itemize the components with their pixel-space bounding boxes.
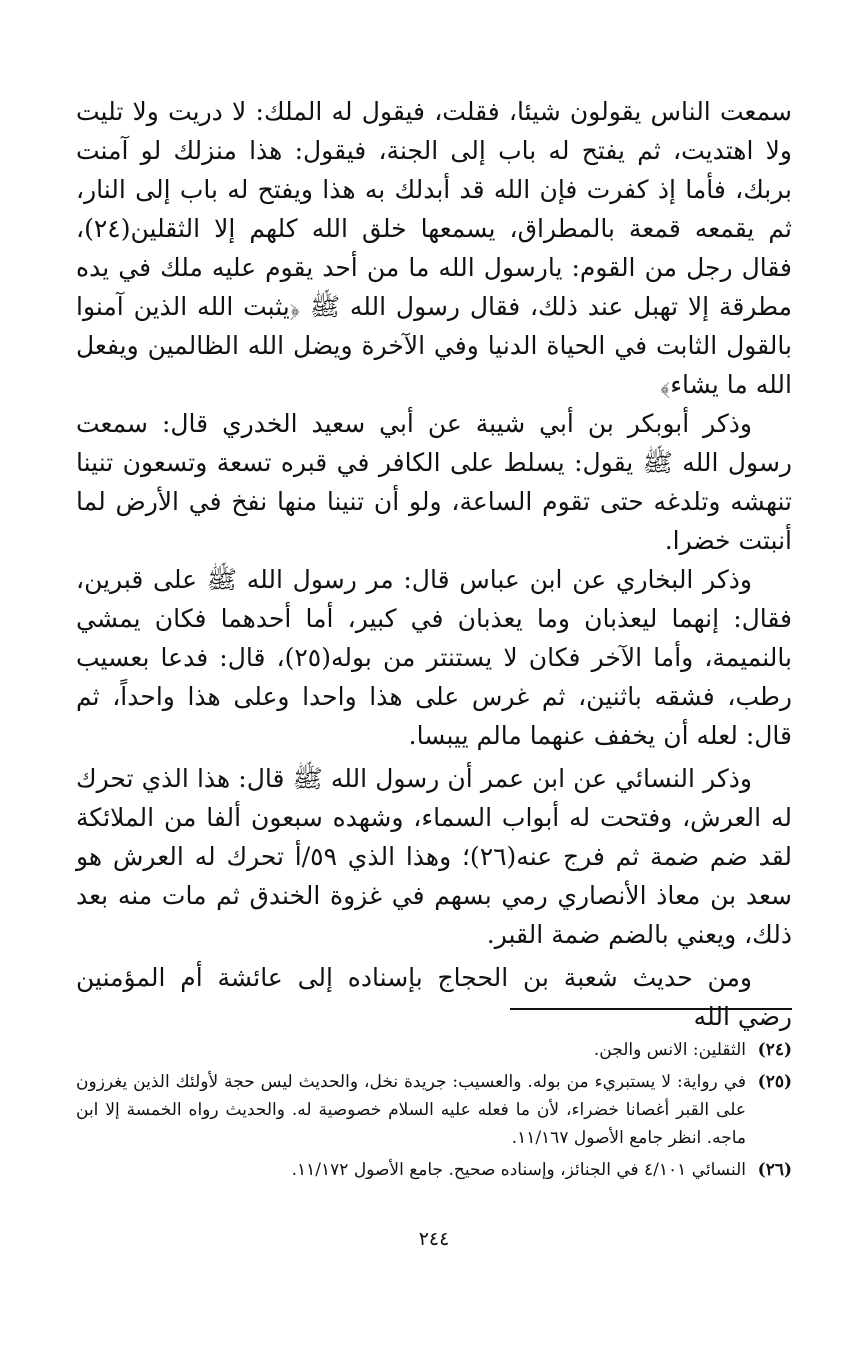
footnote-24 (76, 1036, 792, 1064)
paragraph-4: وذكر النسائي عن ابن عمر أن رسول الله ﷺ قال: هذا الذي تحرك له العرش، وفتحت له أبواب السماء، وشهده سبعون ألفا من الملائكة لقد ضم ضمة ثم فرج عنه(٢٦)؛ وهذا الذي ٥٩/أ تحرك له العرش هو سعد بن معاذ الأنصاري رمي بسهم في غزوة الخندق ثم مات منه بعد ذلك، ويعني بالضم ضمة القبر. (76, 764, 792, 949)
paragraph-5: ومن حديث شعبة بن الحجاج بإسناده إلى عائشة أم المؤمنين رضي الله (76, 963, 792, 1031)
footnote-number: (٢٤) (757, 1040, 792, 1060)
page-number: ٢٤٤ (418, 1228, 450, 1250)
main-text (76, 92, 792, 1036)
paragraph-2: وذكر أبوبكر بن أبي شيبة عن أبي سعيد الخدري قال: سمعت رسول الله ﷺ يقول: يسلط على الكافر في قبره تسعة وتسعون تنينا تنهشه وتلدغه حتى تقوم الساعة، ولو أن تنينا منها نفخ في الأرض لما أنبتت خضرا. (76, 409, 792, 555)
paragraph-1: سمعت الناس يقولون شيئا، فقلت، فيقول له الملك: لا دريت ولا تليت ولا اهتديت، ثم يفتح له باب إلى الجنة، فيقول: هذا منزلك لو آمنت بربك، فأما إذ كفرت فإن الله قد أبدلك به هذا ويفتح له باب إلى النار، ثم يقمعه قمعة بالمطراق، يسمعها خلق الله كلهم إلا الثقلين(٢٤)، فقال رجل من القوم: يارسول الله ما من أحد يقوم عليه ملك في يده مطرقة إلا تهبل عند ذلك، فقال رسول الله ﷺ ﴿يثبت الله الذين آمنوا بالقول الثابت في الحياة الدنيا وفي الآخرة ويضل الله الظالمين ويفعل الله ما يشاء﴾ (76, 97, 792, 399)
footnote-number: (٢٦) (757, 1160, 792, 1180)
paragraph-3: وذكر البخاري عن ابن عباس قال: مر رسول الله ﷺ على قبرين، فقال: إنهما ليعذبان وما يعذبان في كبير، أما أحدهما فكان يمشي بالنميمة، وأما الآخر فكان لا يستنتر من بوله(٢٥)، قال: فدعا بعسيب رطب، فشقه باثنين، ثم غرس على هذا واحدا وعلى هذا واحداً، ثم قال: لعله أن يخفف عنهما مالم ييبسا. (76, 565, 792, 750)
footnote-text: في رواية: لا يستبريء من بوله. والعسيب: جريدة نخل، والحديث ليس حجة لأولئك الذين يغرزون على القبر أغصانا خضراء، لأن ما فعله عليه السلام خصوصية له. والحديث رواه الخمسة إلا ابن ماجه. انظر جامع الأصول ١١/١٦٧. (76, 1072, 746, 1148)
footnote-25 (76, 1068, 792, 1152)
footnote-26 (76, 1156, 792, 1184)
footnote-text: الثقلين: الانس والجن. (593, 1040, 746, 1060)
footnote-divider (510, 1008, 792, 1010)
footnote-number: (٢٥) (757, 1072, 792, 1092)
footnotes (76, 1036, 792, 1188)
footnote-text: النسائي ٤/١٠١ في الجنائز، وإسناده صحيح. جامع الأصول ١١/١٧٢. (291, 1160, 746, 1180)
